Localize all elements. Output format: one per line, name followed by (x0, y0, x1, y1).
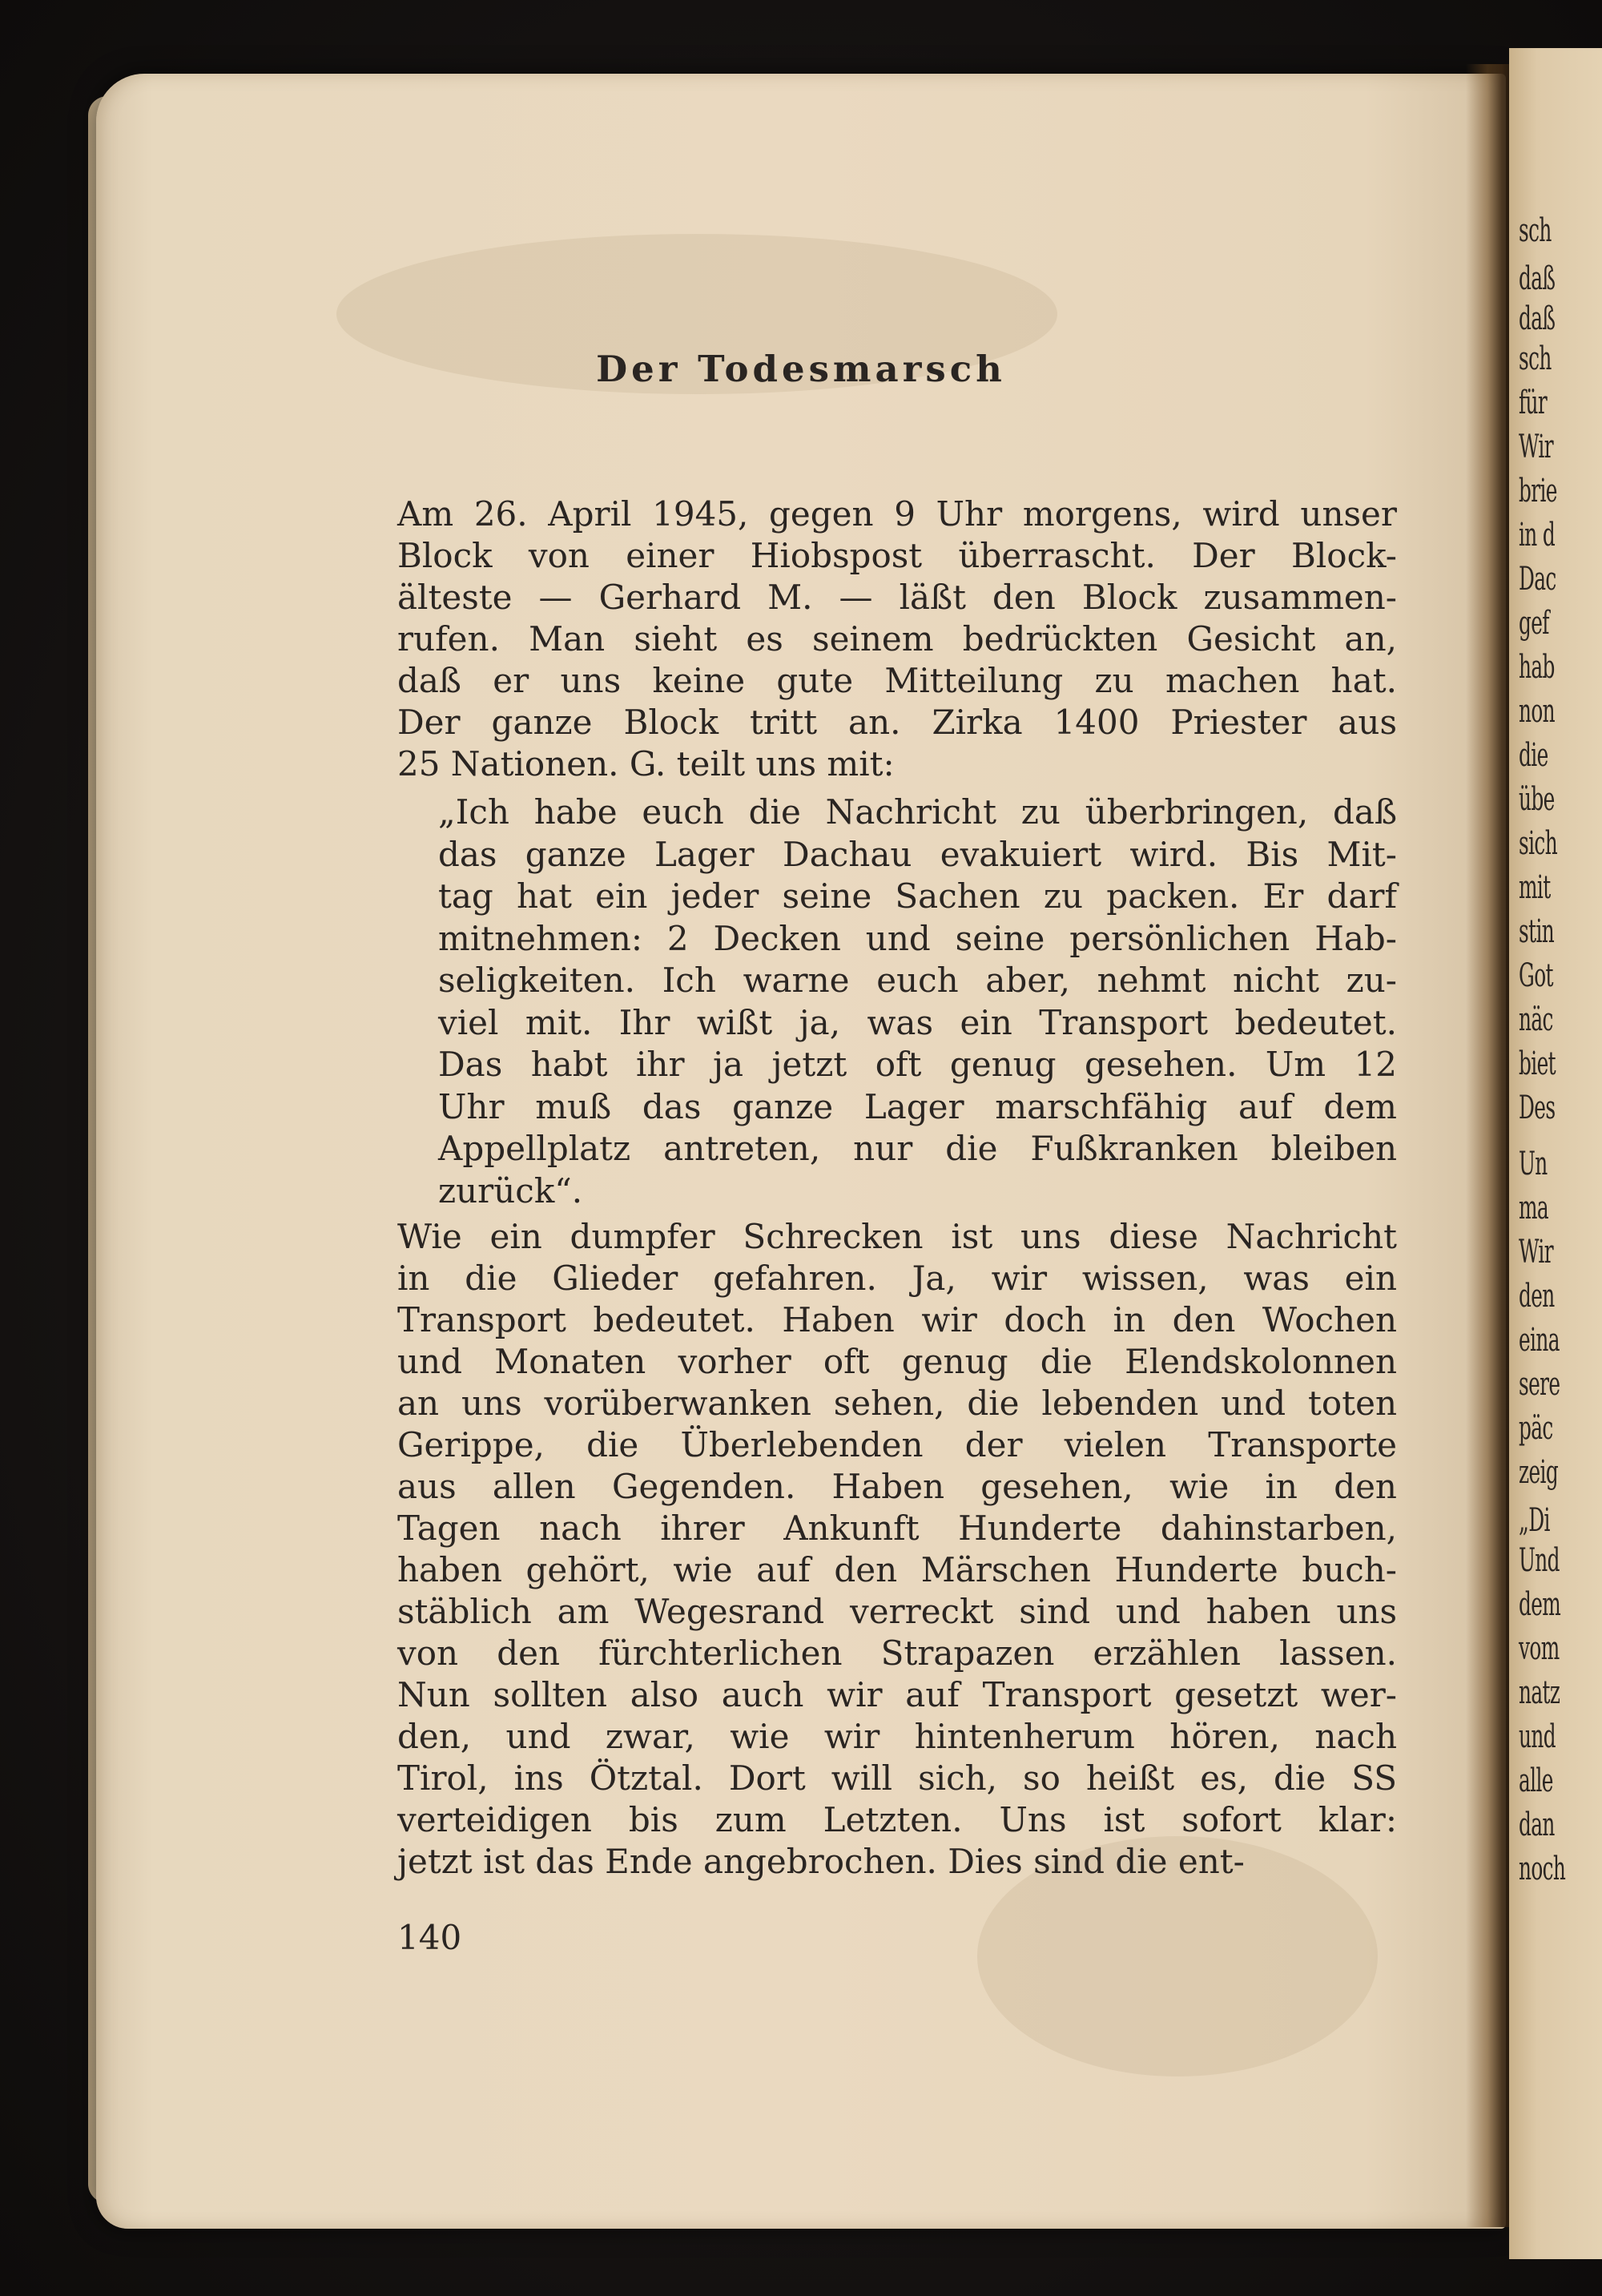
right-page-fragment: mit (1519, 869, 1551, 906)
paragraph-2 (397, 1216, 1397, 1883)
text-line: aus allen Gegenden. Haben gesehen, wie in den (397, 1467, 1397, 1506)
right-page-fragment: näc (1519, 1001, 1553, 1038)
right-page-fragment: Wir (1519, 1234, 1553, 1271)
text-line: Gerippe, die Überlebenden der vielen Transporte (397, 1425, 1397, 1464)
text-line: daß er uns keine gute Mitteilung zu machen hat. (397, 661, 1397, 700)
text-line: verteidigen bis zum Letzten. Uns ist sofort klar: (397, 1800, 1397, 1839)
text-line: viel mit. Ihr wißt ja, was ein Transport bedeutet. (438, 1002, 1397, 1042)
text-line: seligkeiten. Ich warne euch aber, nehmt nicht zu- (438, 961, 1397, 1000)
right-page-fragment: sere (1519, 1366, 1560, 1403)
right-page-fragment: hab (1519, 649, 1555, 686)
page-number: 140 (397, 1918, 462, 1957)
right-page-fragment: Wir (1519, 429, 1553, 465)
text-line: Tirol, ins Ötztal. Dort will sich, so heißt es, die SS (397, 1758, 1397, 1798)
right-page-fragment: sch (1519, 340, 1552, 377)
paragraph-1 (397, 493, 1397, 785)
right-page-fragment: daß (1519, 260, 1556, 297)
text-line: von den fürchterlichen Strapazen erzählen lassen. (397, 1633, 1397, 1673)
right-page-fragment: sich (1519, 825, 1558, 862)
right-page-fragment: Got (1519, 957, 1553, 994)
right-page-fragment: die (1519, 737, 1548, 774)
text-line: Transport bedeutet. Haben wir doch in den Wochen (397, 1300, 1397, 1339)
text-line: haben gehört, wie auf den Märschen Hunderte buch- (397, 1550, 1397, 1589)
text-line: tag hat ein jeder seine Sachen zu packen. Er darf (438, 876, 1397, 916)
right-page-fragment: vom (1519, 1630, 1560, 1667)
text-line: Uhr muß das ganze Lager marschfähig auf dem (438, 1086, 1397, 1126)
right-page-fragment: daß (1519, 300, 1556, 337)
text-line: und Monaten vorher oft genug die Elendskolonnen (397, 1342, 1397, 1381)
right-page-fragment: biet (1519, 1045, 1556, 1082)
right-page-fragment: noch (1519, 1851, 1566, 1887)
right-page-fragment: für (1519, 385, 1548, 421)
right-page-fragment: Dac (1519, 561, 1556, 598)
text-line: rufen. Man sieht es seinem bedrückten Gesicht an, (397, 619, 1397, 659)
right-page-fragment: eina (1519, 1322, 1560, 1359)
text-line: Tagen nach ihrer Ankunft Hunderte dahinstarben, (397, 1509, 1397, 1548)
text-line: Wie ein dumpfer Schrecken ist uns diese Nachricht (397, 1217, 1397, 1256)
text-line: das ganze Lager Dachau evakuiert wird. Bis Mit- (438, 834, 1397, 874)
text-line: Block von einer Hiobspost überrascht. Der Block- (397, 536, 1397, 575)
right-page-fragment: gef (1519, 605, 1549, 642)
text-line: Das habt ihr ja jetzt oft genug gesehen. Um 12 (438, 1045, 1397, 1084)
right-page-fragment: den (1519, 1278, 1555, 1315)
text-line: in die Glieder gefahren. Ja, wir wissen, was ein (397, 1259, 1397, 1298)
text-line: den, und zwar, wie wir hintenherum hören, nach (397, 1717, 1397, 1756)
text-line: jetzt ist das Ende angebrochen. Dies sind die ent- (397, 1842, 1245, 1881)
right-page-fragment: Des (1519, 1090, 1556, 1126)
right-page-fragment: Un (1519, 1146, 1548, 1182)
right-page-fragment: in d (1519, 517, 1556, 554)
text-line: stäblich am Wegesrand verreckt sind und haben uns (397, 1592, 1397, 1631)
right-page-fragment: non (1519, 693, 1556, 730)
text-line: Am 26. April 1945, gegen 9 Uhr morgens, wird unser (397, 494, 1397, 534)
right-page-fragment: stin (1519, 913, 1555, 950)
right-page-fragment: ma (1519, 1190, 1549, 1227)
text-line: Appellplatz antreten, nur die Fußkranken bleiben (438, 1129, 1397, 1168)
right-page-fragment: übe (1519, 781, 1555, 818)
text-line: Der ganze Block tritt an. Zirka 1400 Priester aus (397, 703, 1397, 742)
right-page-fragment: dan (1519, 1807, 1555, 1843)
right-page-fragment: päc (1519, 1410, 1553, 1447)
text-line: 25 Nationen. G. teilt uns mit: (397, 744, 895, 783)
right-page-fragment: zeig (1519, 1454, 1559, 1491)
text-line: mitnehmen: 2 Decken und seine persönlichen Hab- (438, 918, 1397, 958)
text-line: „Ich habe euch die Nachricht zu überbringen, daß (438, 792, 1397, 832)
right-page-fragment: dem (1519, 1586, 1561, 1623)
text-line: älteste — Gerhard M. — läßt den Block zusammen- (397, 578, 1397, 617)
right-page-fragment: und (1519, 1718, 1556, 1755)
right-page-fragment: alle (1519, 1762, 1553, 1799)
right-page-fragment: natz (1519, 1674, 1560, 1711)
right-page-fragment: brie (1519, 473, 1557, 510)
chapter-title: Der Todesmarsch (596, 348, 1006, 390)
right-page-fragment: „Di (1519, 1502, 1550, 1539)
text-line: zurück“. (438, 1170, 583, 1210)
quote-block (438, 792, 1397, 1212)
text-line: an uns vorüberwanken sehen, die lebenden und toten (397, 1384, 1397, 1423)
right-page-fragment: sch (1519, 212, 1552, 249)
right-page-fragment: Und (1519, 1542, 1560, 1579)
text-line: Nun sollten also auch wir auf Transport gesetzt wer- (397, 1675, 1397, 1714)
